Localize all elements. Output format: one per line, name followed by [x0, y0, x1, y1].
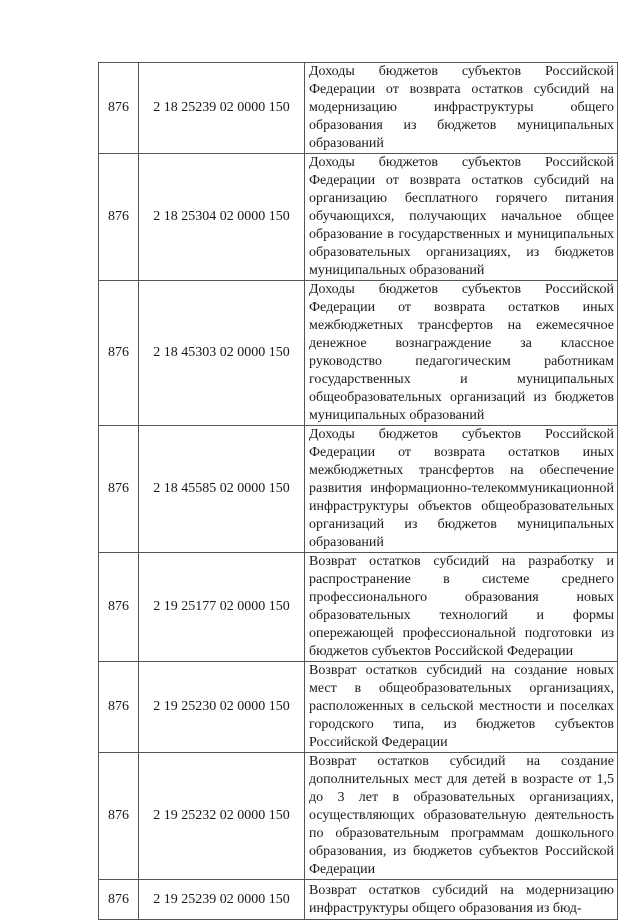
table-row: [99, 880, 618, 920]
admin-code-cell: 876: [99, 662, 139, 753]
table-row: [99, 662, 618, 753]
budget-code-cell: 2 19 25239 02 0000 150: [139, 880, 305, 920]
table-row: [99, 553, 618, 662]
admin-code-cell: 876: [99, 426, 139, 553]
table-row: [99, 281, 618, 426]
description-cell: Доходы бюджетов субъектов Российской Федерации от возврата остатков иных межбюджетных трансфертов на обеспечение развития информационно-телекоммуникационной инфраструктуры объектов общеобразовательных организаций из бюджетов муниципальных образований: [305, 426, 618, 553]
description-cell: Возврат остатков субсидий на создание дополнительных мест для детей в возрасте от 1,5 до 3 лет в образовательных организациях, осуществляющих образовательную деятельность по образовательным программам дошкольного образования, из бюджетов субъектов Российской Федерации: [305, 753, 618, 880]
description-cell: Доходы бюджетов субъектов Российской Федерации от возврата остатков субсидий на модернизацию инфраструктуры общего образования из бюджетов муниципальных образований: [305, 63, 618, 154]
budget-code-cell: 2 18 45585 02 0000 150: [139, 426, 305, 553]
admin-code-cell: 876: [99, 880, 139, 920]
description-cell: Доходы бюджетов субъектов Российской Федерации от возврата остатков субсидий на организацию бесплатного горячего питания обучающихся, получающих начальное общее образование в государственных и муниципальных образовательных организациях, из бюджетов муниципальных образований: [305, 154, 618, 281]
admin-code-cell: 876: [99, 281, 139, 426]
table-row: [99, 154, 618, 281]
description-cell: Доходы бюджетов субъектов Российской Федерации от возврата остатков иных межбюджетных трансфертов на ежемесячное денежное вознаграждение за классное руководство педагогическим работникам государственных и муниципальных общеобразовательных организаций из бюджетов муниципальных образований: [305, 281, 618, 426]
admin-code-cell: 876: [99, 553, 139, 662]
budget-code-cell: 2 19 25230 02 0000 150: [139, 662, 305, 753]
table-row: [99, 753, 618, 880]
table-row: [99, 63, 618, 154]
budget-code-cell: 2 19 25177 02 0000 150: [139, 553, 305, 662]
budget-code-cell: 2 19 25232 02 0000 150: [139, 753, 305, 880]
budget-code-cell: 2 18 25239 02 0000 150: [139, 63, 305, 154]
admin-code-cell: 876: [99, 63, 139, 154]
description-cell: Возврат остатков субсидий на модернизацию инфраструктуры общего образования из бюд-: [305, 880, 618, 920]
description-cell: Возврат остатков субсидий на разработку и распространение в системе среднего профессионального образования новых образовательных технологий и формы опережающей профессиональной подготовки из бюджетов субъектов Российской Федерации: [305, 553, 618, 662]
budget-codes-table: [98, 62, 618, 920]
admin-code-cell: 876: [99, 154, 139, 281]
description-cell: Возврат остатков субсидий на создание новых мест в общеобразовательных организациях, расположенных в сельской местности и поселках городского типа, из бюджетов субъектов Российской Федерации: [305, 662, 618, 753]
admin-code-cell: 876: [99, 753, 139, 880]
budget-code-cell: 2 18 25304 02 0000 150: [139, 154, 305, 281]
table-row: [99, 426, 618, 553]
budget-code-cell: 2 18 45303 02 0000 150: [139, 281, 305, 426]
